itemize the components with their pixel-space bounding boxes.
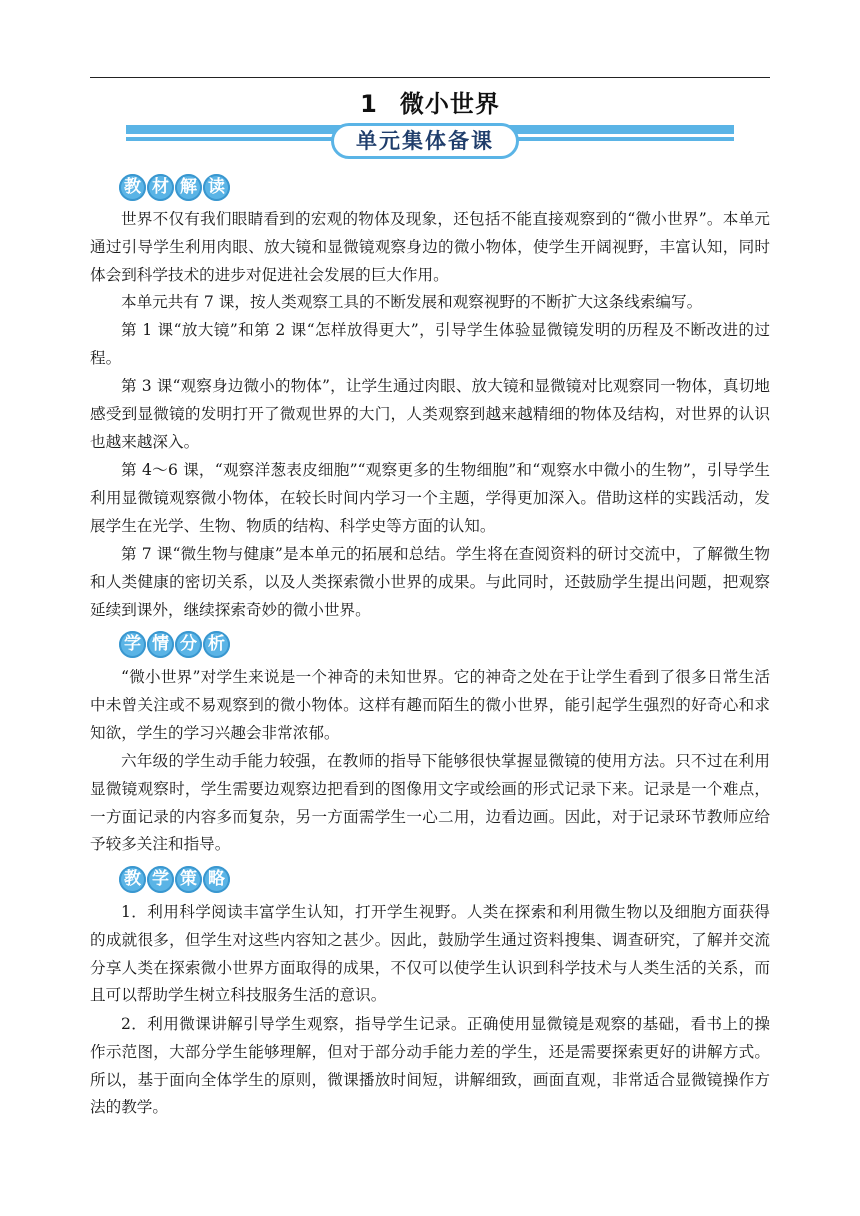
section-label-strategy xyxy=(119,866,230,893)
paragraph: 本单元共有 7 课，按人类观察工具的不断发展和观察视野的不断扩大这条线索编写。 xyxy=(121,293,703,311)
paragraph: 第 7 课“微生物与健康”是本单元的拓展和总结。学生将在查阅资料的研讨交流中，了解微生物和人类健康的密切关系，以及人类探索微小世界的成果。与此同时，还鼓励学生提出问题，把观察延续到课外，继续探索奇妙的微小世界。 xyxy=(90,545,770,619)
label-char: 略 xyxy=(203,866,230,893)
label-char: 读 xyxy=(203,174,230,201)
paragraph: 1．利用科学阅读丰富学生认知，打开学生视野。人类在探索和利用微生物以及细胞方面获得的成就很多，但学生对这些内容知之甚少。因此，鼓励学生通过资料搜集、调查研究，了解并交流分享人类在探索微小世界方面取得的成果，不仅可以使学生认识到科学技术与人类生活的关系，而且可以帮助学生树立科技服务生活的意识。 xyxy=(90,903,770,1005)
label-char: 析 xyxy=(203,631,230,658)
paragraph: 世界不仅有我们眼睛看到的宏观的物体及现象，还包括不能直接观察到的“微小世界”。本单元通过引导学生利用肉眼、放大镜和显微镜观察身边的微小物体，使学生开阔视野，丰富认知，同时体会到科学技术的进步对促进社会发展的巨大作用。 xyxy=(90,210,770,284)
label-char: 学 xyxy=(119,631,146,658)
section-label-students xyxy=(119,631,230,658)
label-char: 解 xyxy=(175,174,202,201)
paragraph: 2．利用微课讲解引导学生观察，指导学生记录。正确使用显微镜是观察的基础，看书上的操作示范图，大部分学生能够理解，但对于部分动手能力差的学生，还是需要探索更好的讲解方式。所以，基于面向全体学生的原则，微课播放时间短，讲解细致，画面直观，非常适合显微镜操作方法的教学。 xyxy=(90,1015,770,1117)
banner-label: 单元集体备课 xyxy=(331,123,519,159)
paragraph: 第 1 课“放大镜”和第 2 课“怎样放得更大”，引导学生体验显微镜发明的历程及不断改进的过程。 xyxy=(90,321,770,367)
section-label-textbook xyxy=(119,174,230,201)
top-rule xyxy=(90,77,770,78)
lesson-title-text: 微小世界 xyxy=(399,90,500,118)
paragraph: 第 3 课“观察身边微小的物体”，让学生通过肉眼、放大镜和显微镜对比观察同一物体，真切地感受到显微镜的发明打开了微观世界的大门，人类观察到越来越精细的物体及结构，对世界的认识也越来越深入。 xyxy=(90,377,770,451)
label-char: 教 xyxy=(119,174,146,201)
paragraph: 六年级的学生动手能力较强，在教师的指导下能够很快掌握显微镜的使用方法。只不过在利用显微镜观察时，学生需要边观察边把看到的图像用文字或绘画的形式记录下来。记录是一个难点，一方面记录的内容多而复杂，另一方面需学生一心二用，边看边画。因此，对于记录环节教师应给予较多关注和指导。 xyxy=(90,752,770,854)
label-char: 情 xyxy=(147,631,174,658)
paragraph: 第 4～6 课，“观察洋葱表皮细胞”“观察更多的生物细胞”和“观察水中微小的生物”，引导学生利用显微镜观察微小物体，在较长时间内学习一个主题，学得更加深入。借助这样的实践活动，发展学生在光学、生物、物质的结构、科学史等方面的认知。 xyxy=(90,461,770,535)
lesson-title xyxy=(90,84,770,119)
label-char: 教 xyxy=(119,866,146,893)
paragraph: “微小世界”对学生来说是一个神奇的未知世界。它的神奇之处在于让学生看到了很多日常生活中未曾关注或不易观察到的微小物体。这样有趣而陌生的微小世界，能引起学生强烈的好奇心和求知欲，学生的学习兴趣会非常浓郁。 xyxy=(90,668,770,742)
label-char: 材 xyxy=(147,174,174,201)
lesson-number: 1 xyxy=(360,90,378,118)
label-char: 分 xyxy=(175,631,202,658)
unit-banner xyxy=(126,123,734,163)
label-char: 策 xyxy=(175,866,202,893)
label-char: 学 xyxy=(147,866,174,893)
